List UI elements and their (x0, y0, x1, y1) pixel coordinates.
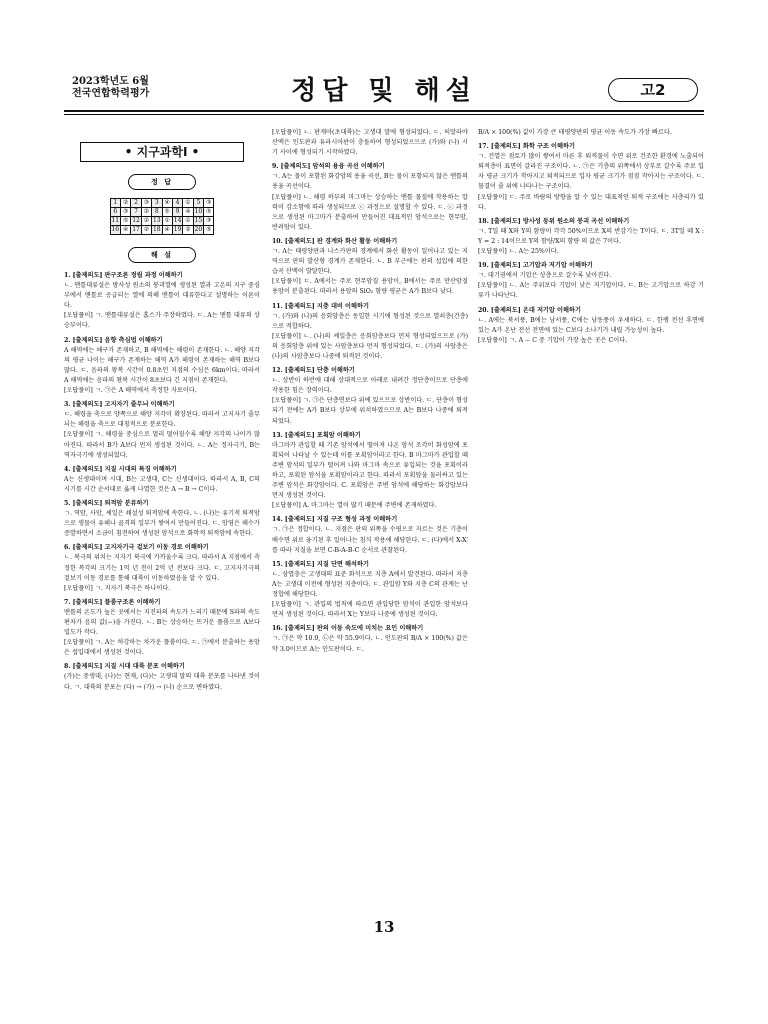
item-title: 1. [출제의도] 판구조론 정립 과정 이해하기 (64, 272, 183, 279)
item-body: B/A × 100(%) 값이 가장 큰 태평양판의 평균 이동 속도가 가장 빠르다. (478, 129, 672, 136)
answer-mark: ① (162, 217, 172, 226)
explanation-label: 해 설 (128, 247, 196, 263)
item-title: 17. [출제의도] 화학 구조 이해하기 (478, 143, 575, 151)
explanation-item (64, 543, 260, 593)
item-body: A 해역에는 해구가 존재하고, B 해역에는 해령이 존재한다. ㄴ. 해양 지각의 평균 나이는 해구가 존재하는 해역 A가 해령이 존재하는 해역 B보다 많다. ㄷ. 음파의 왕복 시간이 0.8초인 지점의 수심은 6km이다. 따라서 A 해역에는 음파의 왕복 시간이 8초보다 긴 지점이 존재한다. (64, 346, 260, 384)
explanation-item (272, 624, 468, 654)
item-body: ㄴ. 삼엽충은 고생대의 표준 화석으로 지층 A에서 발견된다. 따라서 지층 A는 고생대 이전에 형성된 지층이다. ㄷ. 관입암 Y와 지층 C의 관계는 난정합에 해당한다. (272, 570, 468, 599)
answer-row (110, 217, 214, 226)
item-title: 9. [출제의도] 암석의 용융 곡선 이해하기 (272, 163, 385, 171)
explanation-list (272, 128, 468, 655)
header-divider-thin (64, 114, 704, 115)
item-title: 15. [출제의도] 지질 단면 해석하기 (272, 560, 369, 568)
question-number: 6 (110, 208, 120, 217)
item-wrong-answer-note: [오답풀이] ㄱ. ㉠은 A 해역에서 측정한 자료이다. (64, 387, 197, 395)
grade-badge: 고2 (608, 78, 698, 102)
explanation-item (272, 515, 468, 555)
question-number: 9 (172, 208, 182, 217)
explanation-item (272, 237, 468, 298)
item-title: 7. [출제의도] 플룸구조론 이해하기 (64, 598, 161, 606)
item-title: 6. [출제의도] 고지자기극 겉보기 이동 경로 이해하기 (64, 544, 209, 552)
item-wrong-answer-note: [오답풀이] ㄴ. A는 25%이다. (478, 248, 559, 256)
explanation-item (272, 366, 468, 427)
answer-mark: ① (183, 217, 193, 226)
subject-title: • 지구과학Ⅰ • (80, 142, 244, 162)
exam-name: 전국연합학력평가 (72, 88, 150, 99)
item-body: ㄱ. (가)와 (나)의 응회암층은 동일한 시기에 형성된 것으로 열쇠층(건층)으로 적합하다. (272, 312, 468, 330)
explanation-item (64, 499, 260, 539)
question-number: 20 (194, 226, 203, 233)
exam-year: 2023학년도 6월 (72, 76, 149, 87)
page-title: 정답 및 해설 (291, 76, 477, 106)
item-wrong-answer-note: [오답풀이] ㄱ. A는 하강하는 차가운 플룸이다. ㄷ. ㉠에서 분출하는 용암은 섭입대에서 생성된 것이다. (64, 639, 260, 657)
item-title: 12. [출제의도] 단층 이해하기 (272, 367, 355, 375)
question-number: 5 (193, 199, 203, 208)
answer-mark: ② (141, 226, 151, 235)
item-title: 16. [출제의도] 판의 이동 속도에 미치는 요인 이해하기 (272, 625, 424, 633)
explanation-item (64, 400, 260, 461)
question-number: 11 (111, 217, 120, 224)
item-title: 19. [출제의도] 고기압과 저기압 이해하기 (478, 262, 593, 270)
item-title: 20. [출제의도] 온대 저기압 이해하기 (478, 306, 581, 314)
question-number: 13 (152, 217, 161, 224)
answer-mark: ④ (120, 226, 130, 235)
question-number: 18 (152, 226, 161, 233)
item-title: 14. [출제의도] 지질 구조 형성 과정 이해하기 (272, 516, 398, 524)
item-wrong-answer-note: [오답풀이] ㄱ. 관입의 법칙에 따르면 관입당한 암석이 관입한 암석보다 먼저 생성된 것이다. 따라서 X는 Y보다 나중에 생성된 것이다. (272, 601, 468, 619)
item-wrong-answer-note: [오답풀이] A. 마그마는 열이 많기 때문에 주변에 존재하였다. (272, 502, 437, 510)
answer-row (110, 208, 214, 217)
question-number: 10 (194, 208, 203, 215)
answer-mark: ② (183, 226, 193, 235)
item-body: 마그마가 관입할 때 기존 암석에서 떨어져 나온 암석 조각이 화성암에 포획되어 나타날 수 있는데 이를 포획암이라고 한다. B 마그마가 관입할 때 주변 암석의 일부가 떨어져 나와 마그마 속으로 유입되는 것을 포획이라 하고, 포획된 암석을 포획암이라고 한다. 따라서 포획암을 둘러싸고 있는 주변 암석은 화강암이다. C. 포획암은 주변 암석에 해당하는 화강암보다 먼저 생성된 것이다. (272, 441, 468, 500)
item-body: A는 신생대이며 시대, B는 고생대, C는 신생대이다. 따라서 A, B, C의 시기를 시간 순서대로 옳게 나열한 것은 A → B → C이다. (64, 475, 260, 493)
item-title: 2. [출제의도] 음향 측심법 이해하기 (64, 336, 163, 344)
item-body: ㄱ. 대기권에서 기압은 상층으로 갈수록 낮아진다. (478, 272, 612, 280)
item-title: 3. [출제의도] 고지자기 줄무늬 이해하기 (64, 401, 175, 409)
explanation-item (478, 142, 704, 213)
answer-mark: ② (120, 199, 130, 208)
answer-table (110, 198, 215, 235)
item-wrong-answer-note: [오답풀이] ㄴ. 해령 하부의 마그마는 상승하는 맨틀 물질에 작용하는 압력이 감소함에 따라 생성되므로 ⓒ 과정으로 설명할 수 있다. ㄷ. ⓒ 과정으로 생성된 마그마가 분출하여 만들어진 대표적인 암석으로는 현무암, 반려암이 있다. (272, 193, 468, 231)
answer-mark: ③ (120, 208, 130, 217)
page-number: 13 (373, 918, 395, 936)
item-wrong-answer-note: [오답풀이] ㄱ. ㉠은 단층면보다 위에 있으므로 상반이다. ㄷ. 단층이 형성되기 전에는 A가 B보다 상부에 위치하였으므로 A는 B보다 나중에 퇴적되었다. (272, 397, 468, 425)
item-body: 맨틀의 온도가 높은 곳에서는 지진파의 속도가 느리기 때문에 S파의 속도 편차가 음의 값(−)을 가진다. ㄴ. B는 상승하는 뜨거운 플룸으로 A보다 밀도가 작다. (64, 608, 260, 637)
item-body: ㄴ. 맨틀대류설은 방사성 원소의 붕괴열에 생성된 열과 고온의 지구 중심부에서 맨틀로 공급되는 열에 의해 맨틀이 대류한다고 설명하는 이론이다. (64, 282, 260, 310)
answer-mark: ⑤ (204, 226, 214, 235)
answer-mark: ④ (162, 226, 172, 235)
item-wrong-answer-note: [오답풀이] ㄱ. 맨틀대류설은 홈스가 주장하였다. ㄷ. A는 맨틀 대류의 상승부이다. (64, 312, 260, 330)
explanation-list (64, 271, 260, 693)
answer-row (110, 199, 214, 208)
explanation-item (272, 560, 468, 621)
question-number: 4 (172, 199, 182, 208)
item-body: ㄱ. 건열은 점토가 많이 쌓여서 마른 후 퇴적물이 수면 위로 건조한 환경에 노출되어 퇴적층이 표면이 갈라진 구조이다. ㄴ. ㉠은 기층의 위쪽에서 상부로 갈수록 주로 입자 평균 크기가 작아지고 퇴적되므로 입자 평균 크기가 점점 작아지는 구조이다. ㄷ. 물결이 줄 위에 나타나는 구조이다. (478, 153, 704, 191)
answer-mark: ③ (204, 217, 214, 226)
question-number: 19 (173, 226, 182, 233)
column-2 (272, 128, 468, 659)
item-body: [오답풀이] ㄴ. 판게아(초대륙)는 고생대 말에 형성되었다. ㄷ. 히말라야산맥은 인도판과 유라시아판이 충돌하여 형성되었으므로 (가)와 (나) 시기 사이에 형성되기 시작하였다. (272, 129, 468, 157)
explanation-list (478, 128, 704, 346)
item-wrong-answer-note: [오답풀이] ㄴ. (나)의 셰일층은 응회암층보다 먼저 형성되었으므로 (가)의 응회암층 위에 있는 사암층보다 먼저 형성되었다. ㄷ. (가)의 사암층은 (나)의 사암층보다 나중에 퇴적된 것이다. (272, 332, 468, 360)
explanation-item (64, 662, 260, 692)
explanation-item (64, 465, 260, 495)
question-number: 12 (132, 217, 140, 224)
item-wrong-answer-note: [오답풀이] ㄱ. 지자기 북극은 하나이다. (64, 584, 171, 592)
item-title: 8. [출제의도] 지질 시대 대륙 분포 이해하기 (64, 663, 185, 671)
question-number: 1 (110, 199, 120, 208)
item-body: ㄴ. 상반이 하반에 대해 상대적으로 아래로 내려간 정단층이므로 단층에 작용한 힘은 장력이다. (272, 377, 468, 395)
item-wrong-answer-note: [오답풀이] ㄷ. A에서는 주로 현무암질 용암이, B에서는 주로 안산암질 용암이 분출된다. 따라서 용암의 SiO₂ 함량 평균은 A가 B보다 낮다. (272, 278, 468, 296)
explanation-item (478, 306, 704, 346)
explanation-item (478, 261, 704, 301)
question-number: 7 (131, 208, 141, 217)
answer-mark: ② (141, 217, 151, 226)
item-body: ㄱ. A는 물이 포함된 화강암의 용융 곡선, B는 물이 포함되지 않은 맨틀의 용융 곡선이다. (272, 173, 468, 191)
item-wrong-answer-note: [오답풀이] ㄱ. 해령을 중심으로 멀리 떨어질수록 해양 지각의 나이가 많아진다. 따라서 B가 A보다 먼저 생성된 것이다. ㄴ. A는 정자극기, B는 역자극기에 생성되었다. (64, 431, 260, 459)
answer-mark: ⑤ (162, 208, 172, 217)
item-body: ㄱ. ㉠은 약 10.9, ㉡은 약 55.9이다. ㄴ. 인도판의 B/A × 100(%) 값은 약 3.0이므로 A는 인도판이다. ㄷ. (272, 635, 468, 653)
explanation-item (478, 217, 704, 257)
answer-mark: ① (183, 199, 193, 208)
item-title: 4. [출제의도] 지질 시대의 특징 이해하기 (64, 465, 177, 473)
question-number: 2 (131, 199, 141, 208)
item-title: 18. [출제의도] 방사성 동위 원소의 붕괴 곡선 이해하기 (478, 217, 630, 225)
item-title: 10. [출제의도] 판 경계와 화산 활동 이해하기 (272, 237, 398, 245)
column-3 (478, 128, 704, 350)
explanation-item (64, 271, 260, 332)
item-wrong-answer-note: [오답풀이] ㄷ. 주로 바람의 방향을 알 수 있는 대표적인 퇴적 구조에는 사층리가 있다. (478, 193, 704, 211)
explanation-item (64, 598, 260, 659)
item-body: ㄴ. A에는 북서풍, B에는 남서풍, C에는 남동풍이 우세하다. ㄷ. 한랭 전선 후면에 있는 A가 온난 전선 전면에 있는 C보다 소나기가 내릴 가능성이 높다. (478, 316, 704, 334)
item-body: ㄱ. ㉠은 정합이다. ㄴ. 지점은 판의 위쪽을 수평으로 자르는 것은 기층이 배수면 위로 융기된 후 일어나는 침식 작용에 해당한다. ㄷ. (다)에서 X-X′를 따라 지질을 보면 C-B-A-B-C 순서로 관찰된다. (272, 526, 468, 554)
item-wrong-answer-note: [오답풀이] ㄴ. A는 주위보다 기압이 낮은 저기압이다. ㄷ. B는 고기압으로 하강 기류가 나타난다. (478, 282, 704, 300)
column-1 (64, 128, 260, 697)
item-title: 11. [출제의도] 지층 대비 이해하기 (272, 302, 369, 310)
explanation-item (272, 431, 468, 512)
item-body: (가)는 중생대, (나)는 현재, (다)는 고생대 말의 대륙 분포를 나타낸 것이다. ㄱ. 대륙의 분포는 (다) → (가) → (나) 순으로 변하였다. (64, 673, 260, 691)
explanation-item (64, 336, 260, 397)
answer-row (110, 226, 214, 235)
question-number: 15 (194, 217, 203, 224)
explanation-item (478, 128, 704, 138)
question-number: 8 (152, 208, 162, 217)
explanation-item (272, 302, 468, 363)
explanation-item (272, 128, 468, 158)
item-title: 5. [출제의도] 퇴적암 분류하기 (64, 499, 149, 507)
question-number: 17 (132, 226, 140, 233)
item-body: ㄷ. 해령을 축으로 양쪽으로 해양 지각이 확장된다. 따라서 고지자기 줄무늬는 해령을 축으로 대칭적으로 분포한다. (64, 411, 260, 429)
header-divider (64, 110, 704, 112)
explanation-item (272, 162, 468, 233)
question-number: 3 (152, 199, 162, 208)
item-title: 13. [출제의도] 포획암 이해하기 (272, 431, 361, 439)
item-body: ㄱ. 역암, 사암, 셰일은 쇄설성 퇴적암에 속한다. ㄴ. (나)는 유기적 퇴적암으로 생물이 유해나 골격의 일부가 쌓여서 만들어진다. ㄷ. 암염은 해수가 증발하면서 소금이 침전하여 생성된 암석으로 화학적 퇴적암에 속한다. (64, 510, 260, 538)
question-number: 16 (111, 226, 120, 233)
answer-mark: ⑤ (120, 217, 130, 226)
answer-mark: ⑤ (204, 208, 214, 217)
item-body: ㄱ. T일 때 X와 Y의 함량이 각각 50%이므로 X의 반감기는 T이다. ㄷ. 3T일 때 X : Y = 2 : 14이므로 Y의 함량/X의 함량 의 값은 7이다. (478, 227, 704, 245)
answer-mark: ④ (162, 199, 172, 208)
answer-label: 정 답 (128, 174, 196, 190)
question-number: 14 (173, 217, 182, 224)
answer-mark: ③ (204, 199, 214, 208)
answer-mark: ② (141, 208, 151, 217)
item-wrong-answer-note: [오답풀이] ㄱ. A − C 중 기압이 가장 높은 곳은 C이다. (478, 336, 628, 344)
answer-mark: ③ (141, 199, 151, 208)
answer-mark: ④ (183, 208, 193, 217)
item-body: ㄴ. 북극의 위치는 지자기 북극에 가까울수록 크다. 따라서 A 지점에서 측정한 복각의 크기는 1억 년 전이 2억 년 전보다 크다. ㄷ. 고지자기극의 겉보기 이동 경로를 통해 대륙이 이동하였음을 알 수 있다. (64, 554, 260, 582)
item-body: ㄱ. A는 태평양판과 나스카판의 경계에서 화산 활동이 일어나고 있는 지역으로 판의 발산형 경계가 존재한다. ㄴ. B 부근에는 판의 섭입에 의한 습곡 산맥이 발달한다. (272, 248, 468, 276)
